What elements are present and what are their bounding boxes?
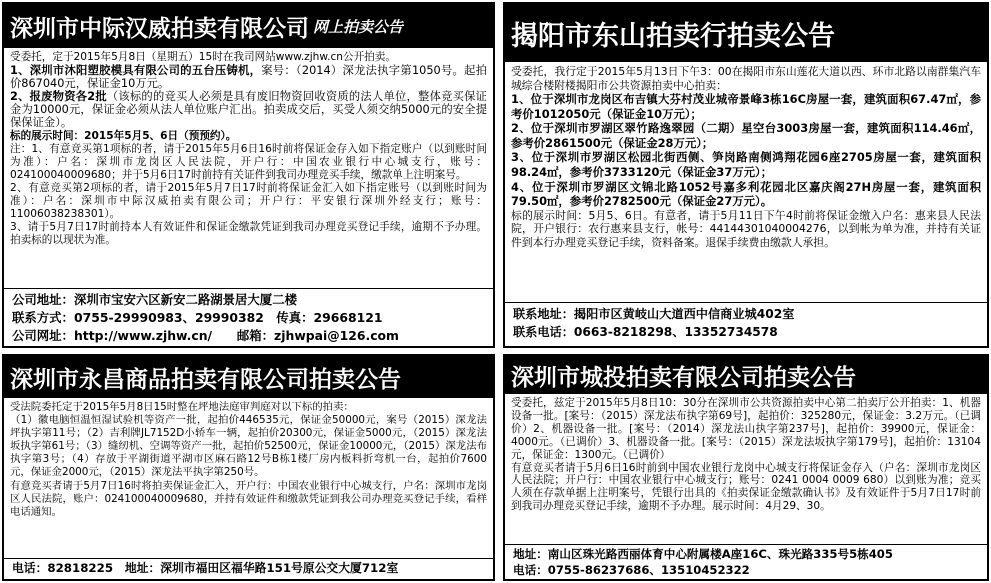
lot-2 <box>10 90 487 129</box>
lot-2: 2、位于深圳市罗湖区翠竹路逸翠园（二期）星空台3003房屋一套，建筑面积114.46㎡，参考价2861500元（保证金28万元）； <box>511 121 981 150</box>
auction-notice-zjhw <box>2 2 495 348</box>
note-2: 2、有意竞买第2项标的者，请于2015年5月7日17时前将保证金汇入如下指定账号（以到账时间为准）：户名：深圳市中际汉威拍卖有限公司；开户行：平安银行深圳外经支行；账号：11006038238301）。 <box>10 181 487 221</box>
notice-footer <box>505 544 987 579</box>
company-address: 地址：南山区珠光路西丽体育中心附属楼A座16C、珠光路335号5栋405 <box>513 547 893 561</box>
notice-closing: 有意竞买者请于5月7日16时将拍卖保证金汇入，开户行：中国农业银行中心城支行，户名：深圳市龙岗区人民法院，账户：024100040009680，并持有效证件和缴款凭证到我公司办理竞买登记手续，看样电话通知。 <box>10 479 487 518</box>
notice-footer <box>4 288 493 346</box>
company-contact: 电话：82818225 地址：深圳市福田区福华路151号原公交大厦712室 <box>12 561 399 575</box>
notice-title-text: 深圳市城投拍卖有限公司拍卖公告 <box>511 364 856 391</box>
notice-title <box>505 356 987 394</box>
company-address: 公司地址：深圳市宝安六区新安二路湖景居大厦二楼 <box>12 292 297 307</box>
lots-list: （1）徽电脑恒温恒湿试验机等资产一批，起拍价446535元，保证金50000元，案号（2015）深龙法坪执字第11号；（2）吉利牌JL7152D小轿车一辆，起拍价20300元，保证金5000元，（2015）深龙法坂执字第61号；（3）缝纫机、空调等资产一批，起拍价52500元，保证金10000元，（2015）深龙法布执字第3号；（4）存放于平湖街道平湖市区麻石路12号B栋1楼厂房内板料折弯机一台，起拍价7600元，保证金2000元，（2015）深龙法平执字第250号。 <box>10 414 487 479</box>
lots-list: 受委托，兹定于2015年5月8日10：30分在深圳市公共资源拍卖中心第二拍卖厅公开拍卖：1、机器设备一批。[案号：（2015）深龙法布执字第69号]，起拍价：325280元，保证金：3.2万元。（已调价）2、机器设备一批。[案号：（2014）深龙法山执字第237号]，起拍价：39900元，保证金：4000元。（已调价）3、机器设备一批。[案号：（2015）深龙法坂执字第179号]，起拍价：13104元，保证金：1300元。（已调价） <box>511 397 981 461</box>
lot-1: 1、位于深圳市龙岗区布吉镇大芬村茂业城帝景峰3栋16C房屋一套，建筑面积67.47㎡，参考价1012050元（保证金10万元）； <box>511 92 981 121</box>
notice-closing: 标的展示时间：5月5、6日。有意者，请于5月11日下午4时前将保证金缴入户名：惠来县人民法院，开户银行：农行惠来县支行，帐号：44144301040004276，以到帐为单为准，并持有关证件到本行办理竞买登记手续，资料备案。退保手续费由缴款人承担。 <box>511 208 981 249</box>
notice-title <box>4 356 493 398</box>
note-1: 注：1、有意竞买第1项标的者，请于2015年5月6日16时前将保证金存入如下指定账户（以到账时间为准）：户名：深圳市龙岗区人民法院，开户行：中国农业银行中心城支行，账号：024100040009680；并于5月6日17时前持有关证件到我司办理竞买手续，缴款单上注明案号。 <box>10 142 487 181</box>
company-address: 联系地址：揭阳市区黄岐山大道西中信商业城402室 <box>513 307 795 321</box>
notice-title-text: 深圳市永昌商品拍卖有限公司拍卖公告 <box>10 366 401 393</box>
lot-4: 4、位于深圳市罗湖区文锦北路1052号嘉多利花园北区嘉庆阁27H房屋一套，建筑面积79.50㎡，参考价2782500元（保证金27万元）。 <box>511 179 981 209</box>
lot-3: 3、位于深圳市罗湖区松园北街西侧、笋岗路南侧鸿翔花园6座2705房屋一套，建筑面积98.24㎡，参考价3733120元（保证金37万元）； <box>511 150 981 179</box>
notice-body <box>505 62 987 302</box>
company-phone: 电话：0755-86237686、13510452322 <box>513 563 750 577</box>
lot-2-details: （该标的的竞买人必须是具有废旧物资回收资质的法人单位，整体竞买保证金为10000元，保证金必须从法人单位账户汇出。拍卖成交后，买受人须交纳5000元的安全提保保证金）。 <box>10 90 487 130</box>
lot-1-title: 1、深圳市沐阳塑胶模具有限公司的五台压铸机， <box>10 64 262 78</box>
notice-title <box>4 4 493 48</box>
company-contact: 联系方式：0755-29990983、29990382 传真：29668121 <box>12 310 383 325</box>
notice-intro: 受法院委托定于2015年5月8日15时整在坪地法庭审判庭对以下标的拍卖： <box>10 401 354 413</box>
notice-intro: 受委托，定于2015年5月8日（星期五）15时在我司网站www.zjhw.cn公开拍卖。 <box>10 51 396 63</box>
company-website: 公司网址：http://www.zjhw.cn/ 邮箱：zjhwpai@126.com <box>12 328 399 343</box>
lot-1 <box>10 64 487 90</box>
lot-1-details: 案号：（2014）深龙法执字第1050号。起拍价867040元，保证金10万元。 <box>10 64 487 91</box>
auction-notice-yongchang <box>2 354 495 581</box>
notice-footer <box>4 558 493 579</box>
notice-intro: 受委托，我行定于2015年5月13日下午3：00在揭阳市东山莲花大道以西、环市北路以南群集汽车城综合楼附楼揭阳市公共资源拍卖中心拍卖： <box>511 65 981 92</box>
viewing-time: 标的展示时间：2015年5月5、6日（预预约）。 <box>10 129 237 142</box>
notice-body <box>4 48 493 288</box>
note-3: 3、请于5月7日17时前持本人有效证件和保证金缴款凭证到我司办理竞买登记手续，逾期不予办理。拍卖标的以现状为准。 <box>10 221 487 247</box>
notice-title-text: 深圳市中际汉威拍卖有限公司 <box>10 15 309 42</box>
company-phone: 联系电话：0663-8218298、13352734578 <box>513 325 778 339</box>
lot-2-title: 2、报废物资各2批 <box>10 90 107 104</box>
notice-title-suffix: 网上拍卖公告 <box>313 17 404 36</box>
notice-title-text: 揭阳市东山拍卖行拍卖公告 <box>511 20 835 52</box>
auction-notice-dongshan <box>503 2 989 348</box>
notice-body <box>4 398 493 558</box>
notice-body <box>505 394 987 544</box>
notice-title <box>505 4 987 62</box>
notice-footer <box>505 302 987 346</box>
notice-closing: 有意竞买者请于5月6日16时前到中国农业银行龙岗中心城支行将保证金存入（户名：深圳市龙岗区人民法院；开户行：中国农业银行中心城支行；账号：0241 0004 0009 680）以到账为准；竞买人须在存款单据上注明案号，凭银行出具的《拍卖保证金缴款确认书》及有效证件于5月7日17时前到我司办理竞买登记手续，逾期不予办理。展示时间：4月29、30。 <box>511 461 981 513</box>
auction-notice-chengtou <box>503 354 989 581</box>
